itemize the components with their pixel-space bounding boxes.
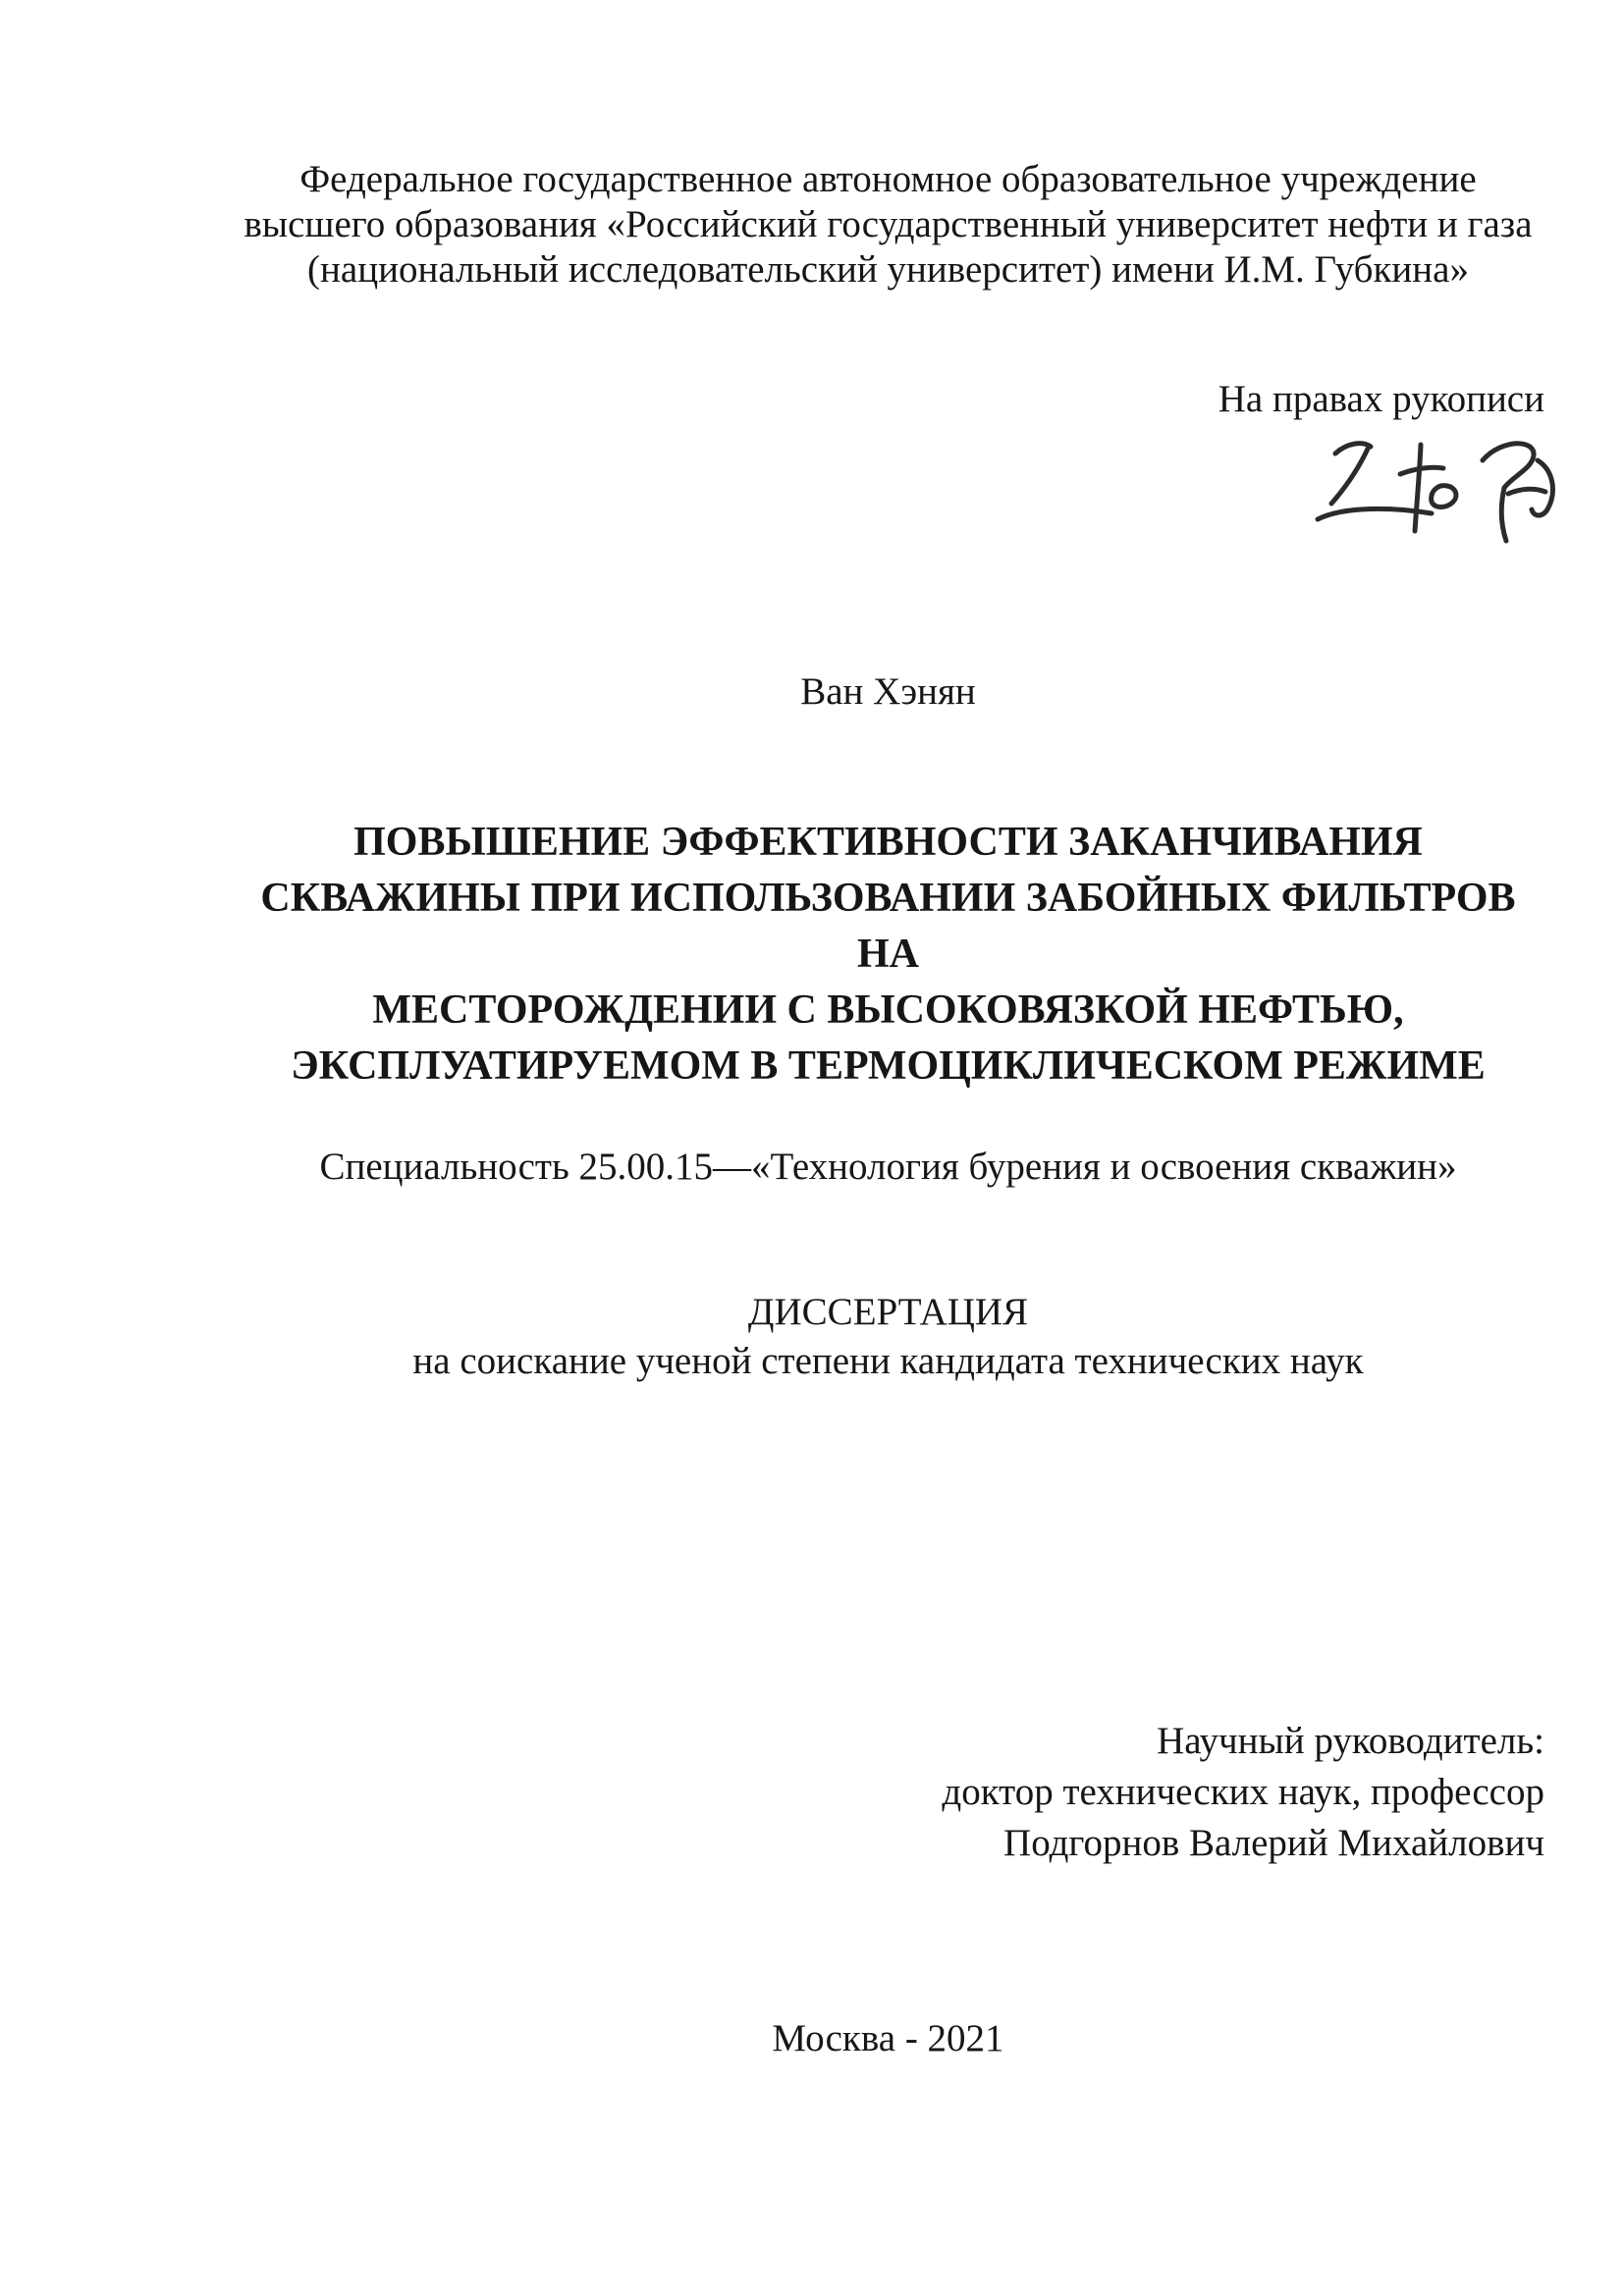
place-and-year: Москва - 2021 [772,2017,1004,2059]
specialty-line: Специальность 25.00.15—«Технология бурения и освоения скважин» [319,1146,1457,1188]
dissertation-title [232,815,1544,1095]
degree-pursuit-line: на соискание ученой степени кандидата технических наук [412,1340,1364,1382]
signature-stroke [1415,445,1421,531]
university-header-line: (национальный исследовательский университет) имени И.М. Губкина» [307,248,1469,291]
dissertation-title-line: СКВАЖИНЫ ПРИ ИСПОЛЬЗОВАНИИ ЗАБОЙНЫХ ФИЛЬТРОВ НА [260,876,1516,977]
supervisor-degree: доктор технических наук, профессор [942,1771,1544,1813]
supervisor-label: Научный руководитель: [1157,1720,1544,1762]
author-name: Ван Хэнян [800,670,976,713]
dissertation-title-line: ПОВЫШЕНИЕ ЭФФЕКТИВНОСТИ ЗАКАНЧИВАНИЯ [353,820,1423,865]
manuscript-rights-note: На правах рукописи [1218,378,1544,420]
supervisor-name: Подгорнов Валерий Михайлович [1003,1822,1544,1864]
signature-stroke [1501,488,1506,541]
university-header-line: Федеральное государственное автономное образовательное учреждение [299,158,1477,200]
dissertation-statement [232,1288,1544,1386]
signature-stroke [1432,486,1456,507]
signature-stroke [1483,444,1534,488]
handwritten-signature [1306,430,1563,560]
university-header-line: высшего образования «Российский государственный университет нефти и газа [244,203,1533,245]
supervisor-block [232,1716,1544,1869]
signature-stroke [1400,467,1443,474]
signature-stroke [1508,489,1545,494]
dissertation-type-heading: ДИССЕРТАЦИЯ [747,1291,1029,1333]
university-header [232,157,1544,293]
dissertation-title-line: МЕСТОРОЖДЕНИИ С ВЫСОКОВЯЗКОЙ НЕФТЬЮ, [372,988,1404,1033]
dissertation-title-line: ЭКСПЛУАТИРУЕМОМ В ТЕРМОЦИКЛИЧЕСКОМ РЕЖИМЕ [291,1043,1486,1089]
